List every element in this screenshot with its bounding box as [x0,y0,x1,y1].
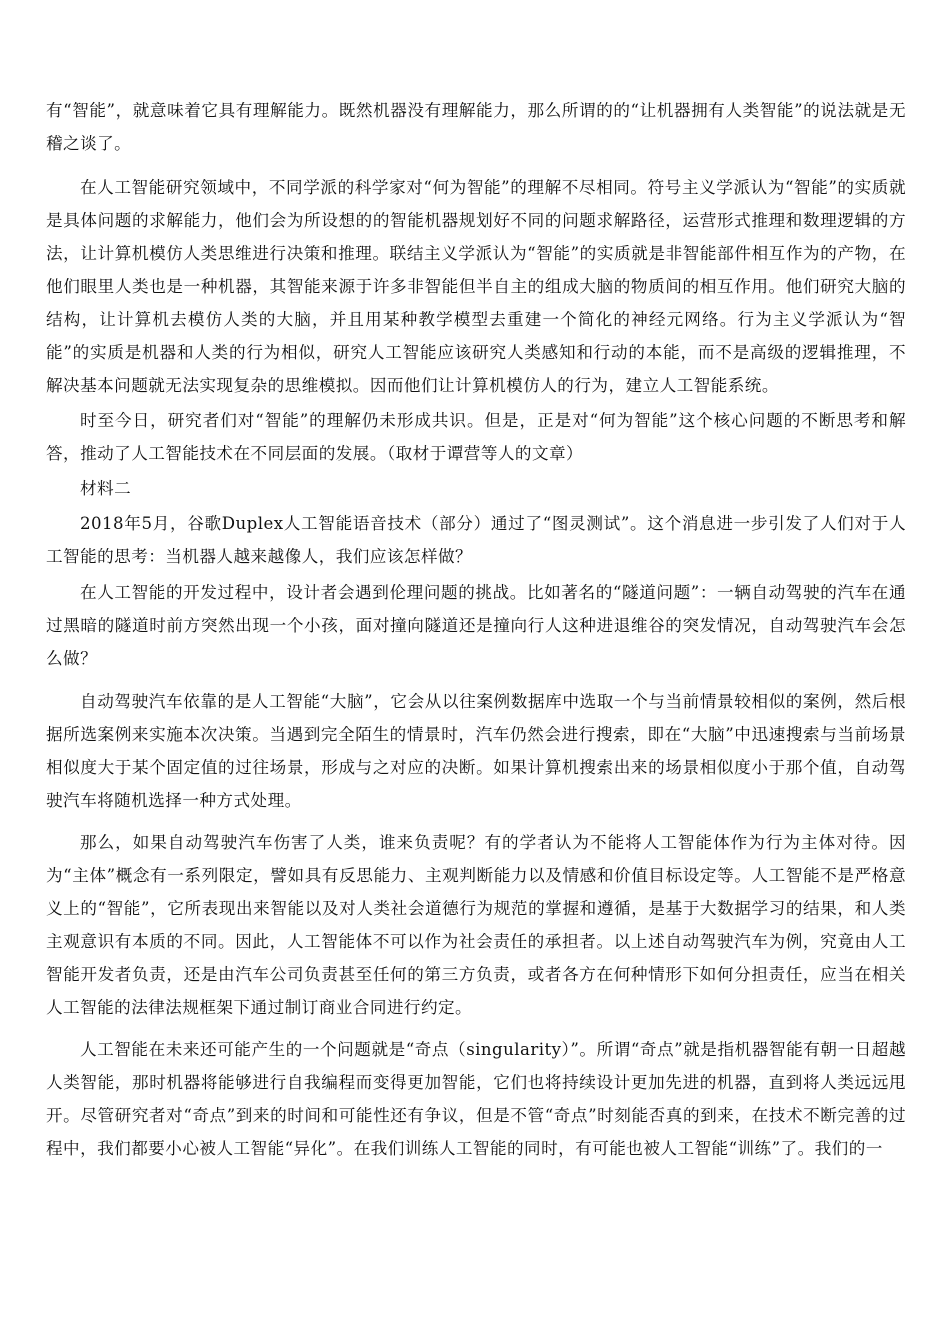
section-heading: 材料二 [80,479,132,498]
paragraph-5: 在人工智能的开发过程中，设计者会遇到伦理问题的挑战。比如著名的“隧道问题”：一辆自动驾驶的汽车在通过黑暗的隧道时前方突然出现一个小孩，面对撞向隧道还是撞向行人这种进退维谷的突发情况，自动驾驶汽车会怎么做？ [46,583,906,668]
paragraph-4: 2018年5月，谷歌Duplex人工智能语音技术（部分）通过了“图灵测试”。这个消息进一步引发了人们对于人工智能的思考：当机器人越来越像人，我们应该怎样做？ [46,514,906,566]
paragraph-7: 那么，如果自动驾驶汽车伤害了人类，谁来负责呢？有的学者认为不能将人工智能体作为行为主体对待。因为“主体”概念有一系列限定，譬如具有反思能力、主观判断能力以及情感和价值目标设定等。人工智能不是严格意义上的“智能”，它所表现出来智能以及对人类社会道德行为规范的掌握和遵循，是基于大数据学习的结果，和人类主观意识有本质的不同。因此，人工智能体不可以作为社会责任的承担者。以上述自动驾驶汽车为例，究竟由人工智能开发者负责，还是由汽车公司负责甚至任何的第三方负责，或者各方在何种情形下如何分担责任，应当在相关人工智能的法律法规框架下通过制订商业合同进行约定。 [46,833,906,1017]
paragraph-3: 时至今日，研究者们对“智能”的理解仍未形成共识。但是，正是对“何为智能”这个核心问题的不断思考和解答，推动了人工智能技术在不同层面的发展。（取材于谭营等人的文章） [46,411,906,463]
paragraph-2: 在人工智能研究领域中，不同学派的科学家对“何为智能”的理解不尽相同。符号主义学派认为“智能”的实质就是具体问题的求解能力，他们会为所设想的的智能机器规划好不同的问题求解路径，运营形式推理和数理逻辑的方法，让计算机模仿人类思维进行决策和推理。联结主义学派认为“智能”的实质就是非智能部件相互作为的产物，在他们眼里人类也是一种机器，其智能来源于许多非智能但半自主的组成大脑的物质间的相互作用。他们研究大脑的结构，让计算机去模仿人类的大脑，并且用某种教学模型去重建一个简化的神经元网络。行为主义学派认为“智能”的实质是机器和人类的行为相似，研究人工智能应该研究人类感知和行动的本能，而不是高级的逻辑推理，不解决基本问题就无法实现复杂的思维模拟。因而他们让计算机模仿人的行为，建立人工智能系统。 [46,178,906,395]
paragraph-8: 人工智能在未来还可能产生的一个问题就是“奇点（singularity）”。所谓“奇点”就是指机器智能有朝一日超越人类智能，那时机器将能够进行自我编程而变得更加智能，它们也将持续设计更加先进的机器，直到将人类远远甩开。尽管研究者对“奇点”到来的时间和可能性还有争议，但是不管“奇点”时刻能否真的到来，在技术不断完善的过程中，我们都要小心被人工智能“异化”。在我们训练人工智能的同时，有可能也被人工智能“训练”了。我们的一 [46,1040,906,1158]
paragraph-1: 有“智能”，就意味着它具有理解能力。既然机器没有理解能力，那么所谓的的“让机器拥有人类智能”的说法就是无稽之谈了。 [46,101,906,153]
paragraph-6: 自动驾驶汽车依靠的是人工智能“大脑”，它会从以往案例数据库中选取一个与当前情景较相似的案例，然后根据所选案例来实施本次决策。当遇到完全陌生的情景时，汽车仍然会进行搜索，即在“大脑”中迅速搜索与当前场景相似度大于某个固定值的过往场景，形成与之对应的决断。如果计算机搜索出来的场景相似度小于那个值，自动驾驶汽车将随机选择一种方式处理。 [46,692,906,810]
